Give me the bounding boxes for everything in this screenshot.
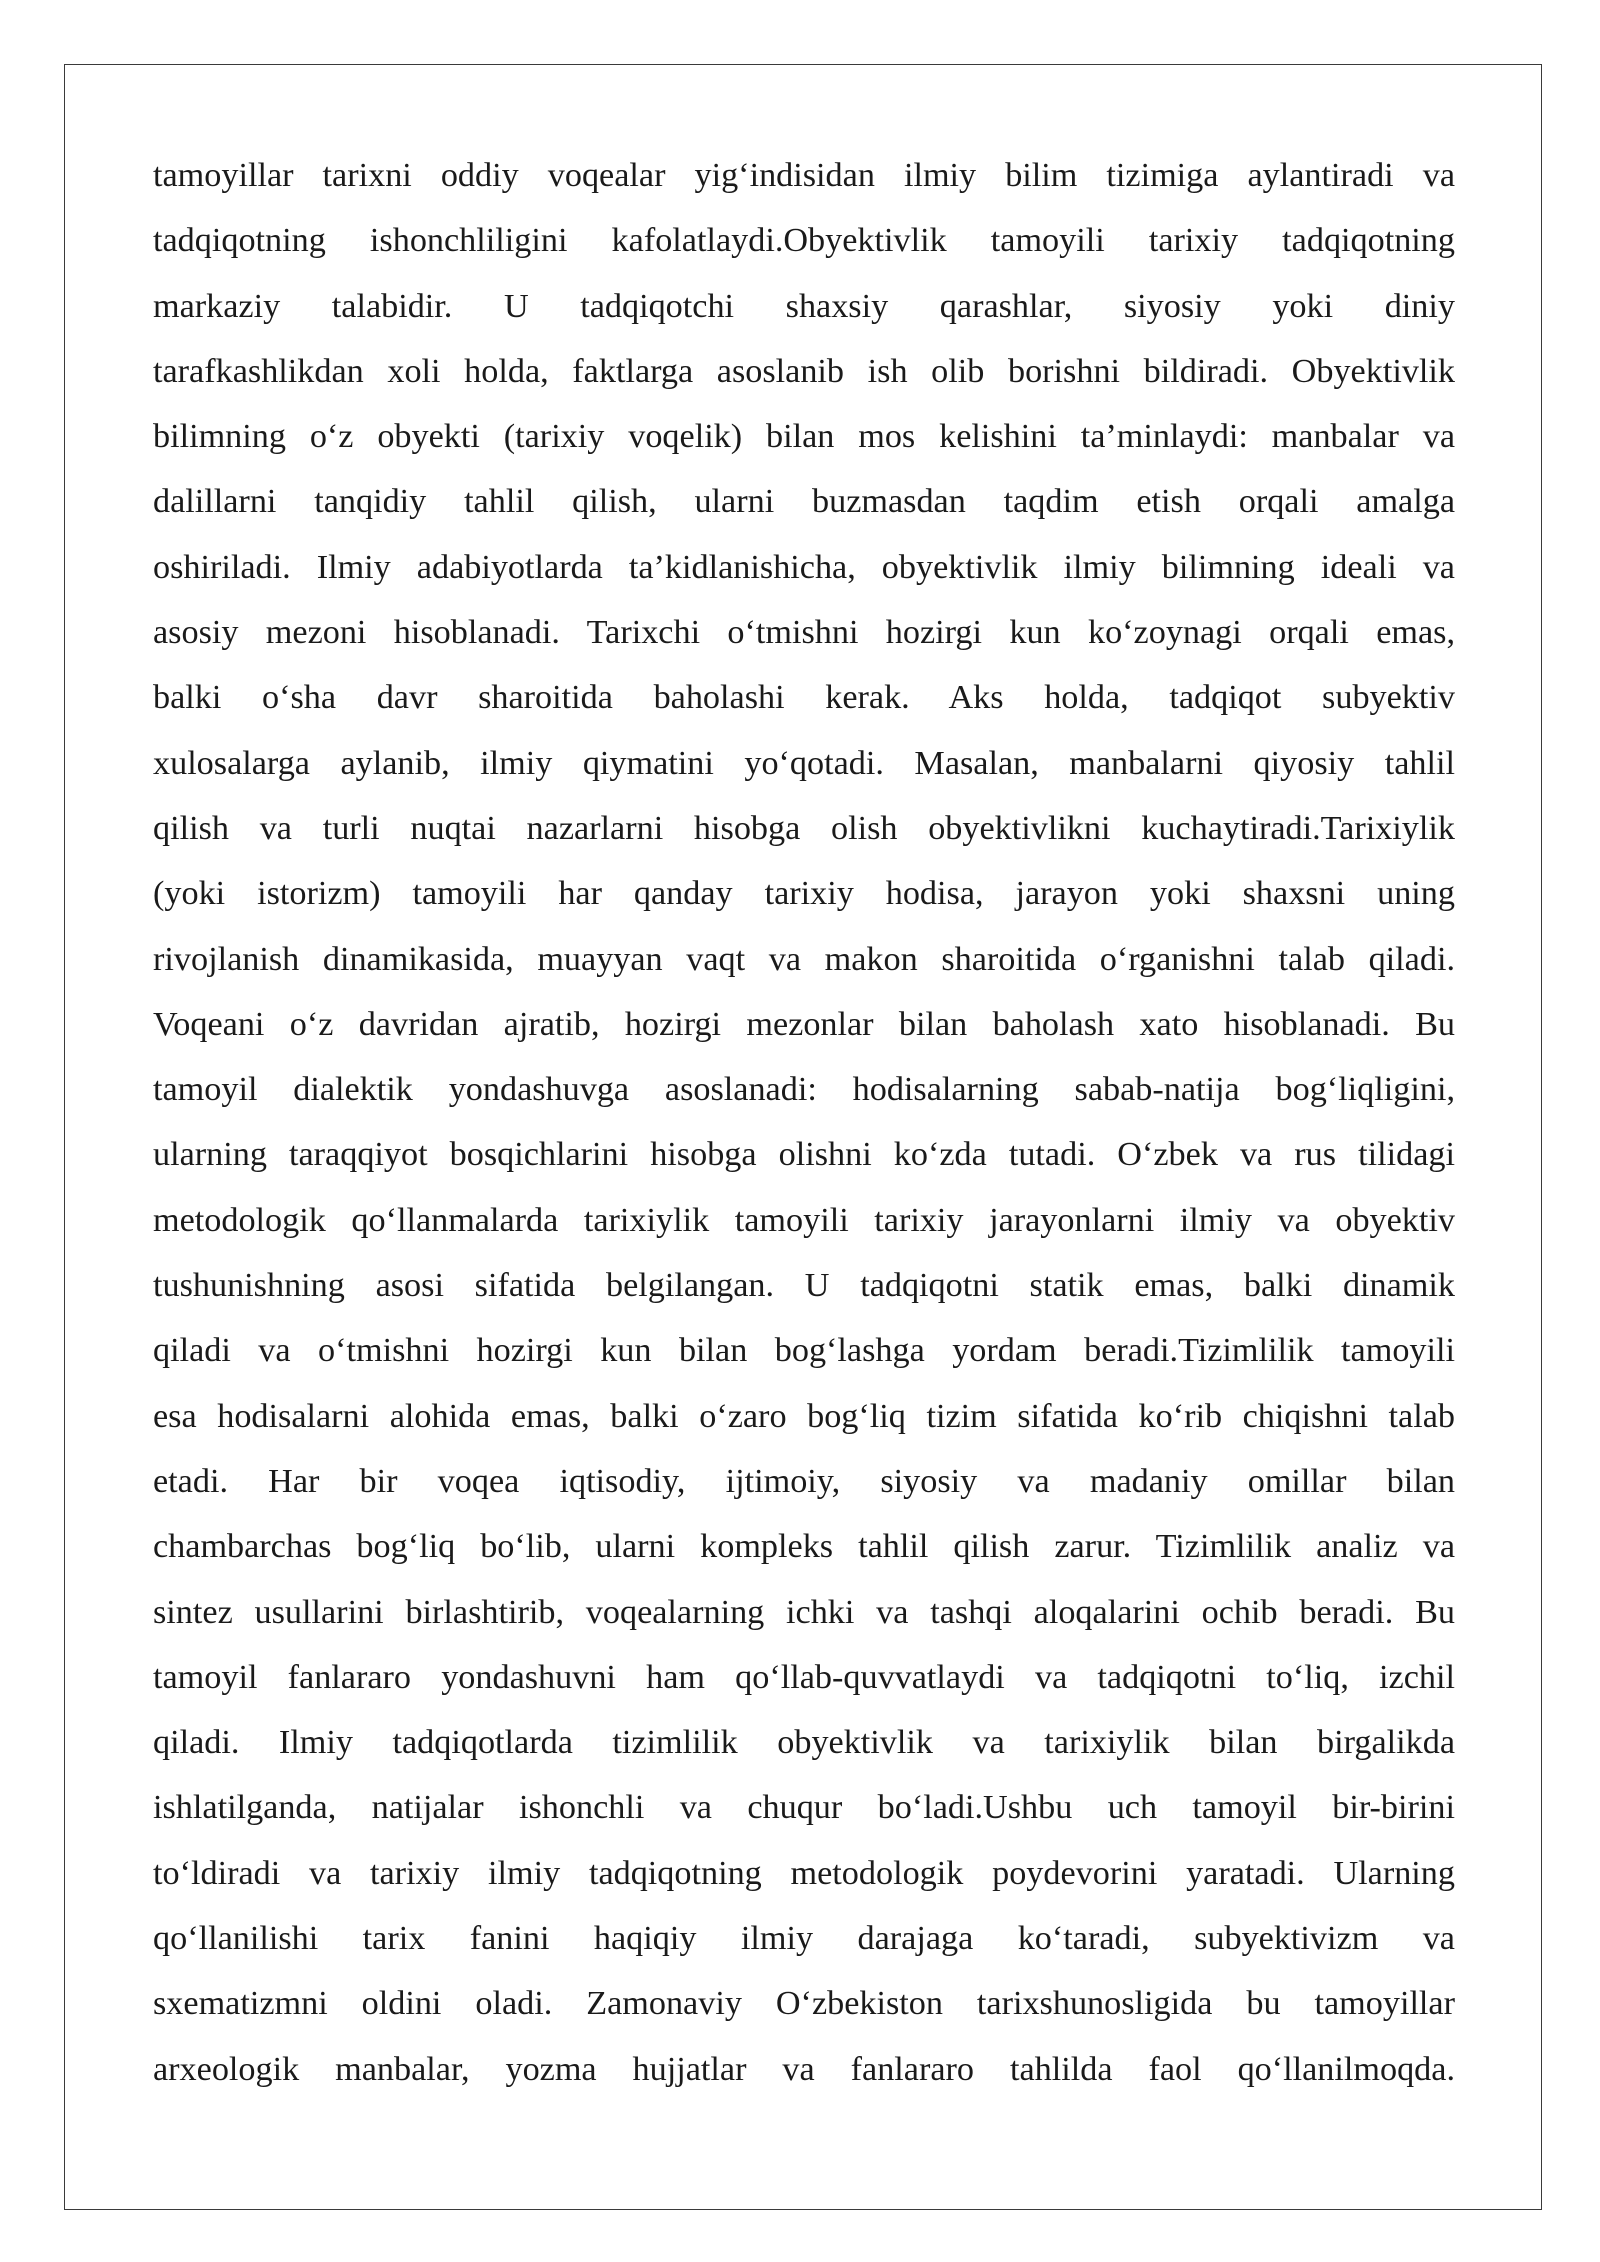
text-line: Voqeani o‘z davridan ajratib, hozirgi mezonlar bilan baholash xato hisoblanadi. Bu bbox=[153, 1005, 1455, 1043]
text-line: to‘ldiradi va tarixiy ilmiy tadqiqotning metodologik poydevorini yaratadi. Ularning bbox=[153, 1854, 1455, 1892]
text-line: sintez usullarini birlashtirib, voqealarning ichki va tashqi aloqalarini ochib beradi. Bu bbox=[153, 1593, 1455, 1631]
text-line: qilish va turli nuqtai nazarlarni hisobga olish obyektivlikni kuchaytiradi.Tarixiylik bbox=[153, 809, 1455, 847]
text-line: tamoyil dialektik yondashuvga asoslanadi: hodisalarning sabab-natija bog‘liqligini, bbox=[153, 1071, 1455, 1109]
text-line: etadi. Har bir voqea iqtisodiy, ijtimoiy, siyosiy va madaniy omillar bilan bbox=[153, 1462, 1455, 1500]
text-line: tamoyil fanlararo yondashuvni ham qo‘llab-quvvatlaydi va tadqiqotni to‘liq, izchil bbox=[153, 1658, 1455, 1696]
text-line: rivojlanish dinamikasida, muayyan vaqt va makon sharoitida o‘rganishni talab qiladi. bbox=[153, 940, 1455, 978]
text-line: arxeologik manbalar, yozma hujjatlar va fanlararo tahlilda faol qo‘llanilmoqda. bbox=[153, 2050, 1455, 2088]
text-line: oshiriladi. Ilmiy adabiyotlarda ta’kidlanishicha, obyektivlik ilmiy bilimning ideali va bbox=[153, 548, 1455, 586]
text-line: dalillarni tanqidiy tahlil qilish, ularni buzmasdan taqdim etish orqali amalga bbox=[153, 483, 1455, 521]
document-body bbox=[153, 143, 1455, 2102]
text-line: ularning taraqqiyot bosqichlarini hisobga olishni ko‘zda tutadi. O‘zbek va rus tilidagi bbox=[153, 1136, 1455, 1174]
text-line: chambarchas bog‘liq bo‘lib, ularni kompleks tahlil qilish zarur. Tizimlilik analiz va bbox=[153, 1528, 1455, 1566]
text-line: asosiy mezoni hisoblanadi. Tarixchi o‘tmishni hozirgi kun ko‘zoynagi orqali emas, bbox=[153, 614, 1455, 652]
text-line: tushunishning asosi sifatida belgilangan. U tadqiqotni statik emas, balki dinamik bbox=[153, 1267, 1455, 1305]
text-line: tamoyillar tarixni oddiy voqealar yig‘indisidan ilmiy bilim tizimiga aylantiradi va bbox=[153, 157, 1455, 194]
text-line: xulosalarga aylanib, ilmiy qiymatini yo‘qotadi. Masalan, manbalarni qiyosiy tahlil bbox=[153, 744, 1455, 782]
text-line: ishlatilganda, natijalar ishonchli va chuqur bo‘ladi.Ushbu uch tamoyil bir-birini bbox=[153, 1789, 1455, 1827]
text-line: (yoki istorizm) tamoyili har qanday tarixiy hodisa, jarayon yoki shaxsni uning bbox=[153, 875, 1455, 913]
text-line: tarafkashlikdan xoli holda, faktlarga asoslanib ish olib borishni bildiradi. Obyektivlik bbox=[153, 352, 1455, 390]
text-line: qiladi va o‘tmishni hozirgi kun bilan bog‘lashga yordam beradi.Tizimlilik tamoyili bbox=[153, 1332, 1455, 1370]
text-line: tadqiqotning ishonchliligini kafolatlaydi.Obyektivlik tamoyili tarixiy tadqiqotning bbox=[153, 222, 1455, 260]
text-line: balki o‘sha davr sharoitida baholashi kerak. Aks holda, tadqiqot subyektiv bbox=[153, 679, 1455, 717]
text-line: markaziy talabidir. U tadqiqotchi shaxsiy qarashlar, siyosiy yoki diniy bbox=[153, 287, 1455, 325]
text-line: bilimning o‘z obyekti (tarixiy voqelik) bilan mos kelishini ta’minlaydi: manbalar va bbox=[153, 418, 1455, 456]
text-line: sxematizmni oldini oladi. Zamonaviy O‘zbekiston tarixshunosligida bu tamoyillar bbox=[153, 1985, 1455, 2023]
text-line: qiladi. Ilmiy tadqiqotlarda tizimlilik obyektivlik va tarixiylik bilan birgalikda bbox=[153, 1724, 1455, 1762]
text-line: qo‘llanilishi tarix fanini haqiqiy ilmiy darajaga ko‘taradi, subyektivizm va bbox=[153, 1920, 1455, 1958]
text-line: esa hodisalarni alohida emas, balki o‘zaro bog‘liq tizim sifatida ko‘rib chiqishni talab bbox=[153, 1397, 1455, 1435]
text-line: metodologik qo‘llanmalarda tarixiylik tamoyili tarixiy jarayonlarni ilmiy va obyektiv bbox=[153, 1201, 1455, 1239]
